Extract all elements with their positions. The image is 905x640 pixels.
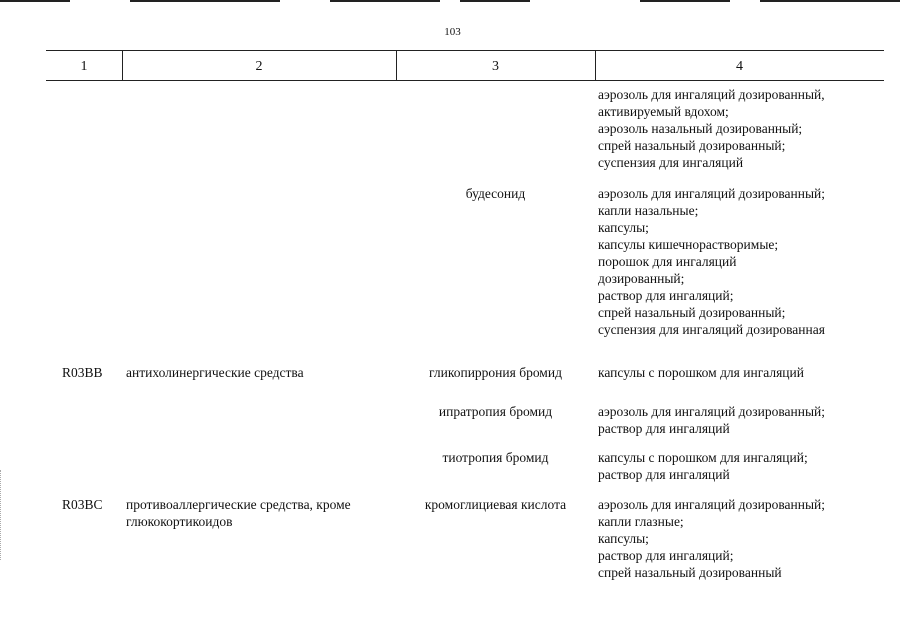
dosage-forms-cell: [598, 496, 825, 581]
dosage-form-line: раствор для ингаляций;: [598, 548, 734, 563]
dosage-form-line: капсулы с порошком для ингаляций: [598, 365, 804, 380]
dosage-form-line: порошок для ингаляций: [598, 254, 737, 269]
dosage-form-line: дозированный;: [598, 271, 685, 286]
dosage-form-line: спрей назальный дозированный: [598, 565, 782, 580]
dosage-form-line: капсулы;: [598, 220, 649, 235]
group-name: антихолинергические средства: [126, 365, 304, 380]
top-edge-rule: [460, 0, 530, 2]
top-edge-rule: [760, 0, 900, 2]
dosage-form-line: аэрозоль для ингаляций дозированный;: [598, 186, 826, 201]
dosage-form-line: активируемый вдохом;: [598, 104, 729, 119]
dosage-forms-cell: [598, 403, 825, 437]
dosage-form-line: суспензия для ингаляций: [598, 155, 744, 170]
top-edge-rule: [130, 0, 280, 2]
dosage-form-line: раствор для ингаляций;: [598, 288, 734, 303]
table-header-top-border: [46, 50, 884, 51]
column-header-2: 2: [255, 59, 263, 74]
table-header-bottom-border: [46, 80, 884, 81]
dosage-form-line: спрей назальный дозированный;: [598, 305, 786, 320]
dosage-form-line: капсулы;: [598, 531, 649, 546]
drug-name: ипратропия бромид: [438, 404, 553, 419]
dosage-form-line: раствор для ингаляций: [598, 467, 730, 482]
top-edge-rule: [330, 0, 440, 2]
dosage-form-line: аэрозоль для ингаляций дозированный,: [598, 87, 825, 102]
column-header-4: 4: [736, 59, 743, 74]
atc-code: R03BB: [62, 365, 103, 380]
atc-code: R03BC: [62, 497, 103, 512]
group-name: противоаллергические средства, кроме глюкокортикоидов: [126, 497, 351, 529]
dosage-form-line: капли глазные;: [598, 514, 684, 529]
drug-name: кромоглициевая кислота: [424, 497, 567, 512]
drug-name: тиотропия бромид: [442, 450, 549, 465]
dosage-forms-cell: [598, 364, 804, 381]
drug-name: будесонид: [465, 186, 526, 201]
dosage-form-line: суспензия для ингаляций дозированная: [598, 322, 825, 337]
dosage-forms-cell: [598, 86, 825, 171]
dosage-form-line: раствор для ингаляций: [598, 421, 730, 436]
dosage-form-line: капли назальные;: [598, 203, 699, 218]
column-header-1: 1: [80, 59, 88, 74]
dosage-form-line: аэрозоль для ингаляций дозированный;: [598, 404, 826, 419]
dosage-form-line: капсулы с порошком для ингаляций;: [598, 450, 808, 465]
dosage-form-line: аэрозоль для ингаляций дозированный;: [598, 497, 826, 512]
scan-margin-artifact: [0, 470, 3, 560]
top-edge-rule: [640, 0, 730, 2]
top-edge-rule: [0, 0, 70, 2]
dosage-form-line: капсулы кишечнорастворимые;: [598, 237, 779, 252]
dosage-forms-cell: [598, 185, 825, 338]
page-number: 103: [444, 26, 461, 38]
dosage-form-line: спрей назальный дозированный;: [598, 138, 786, 153]
dosage-form-line: аэрозоль назальный дозированный;: [598, 121, 803, 136]
column-header-3: 3: [492, 59, 499, 74]
dosage-forms-cell: [598, 449, 808, 483]
drug-name: гликопиррония бромид: [429, 365, 562, 380]
